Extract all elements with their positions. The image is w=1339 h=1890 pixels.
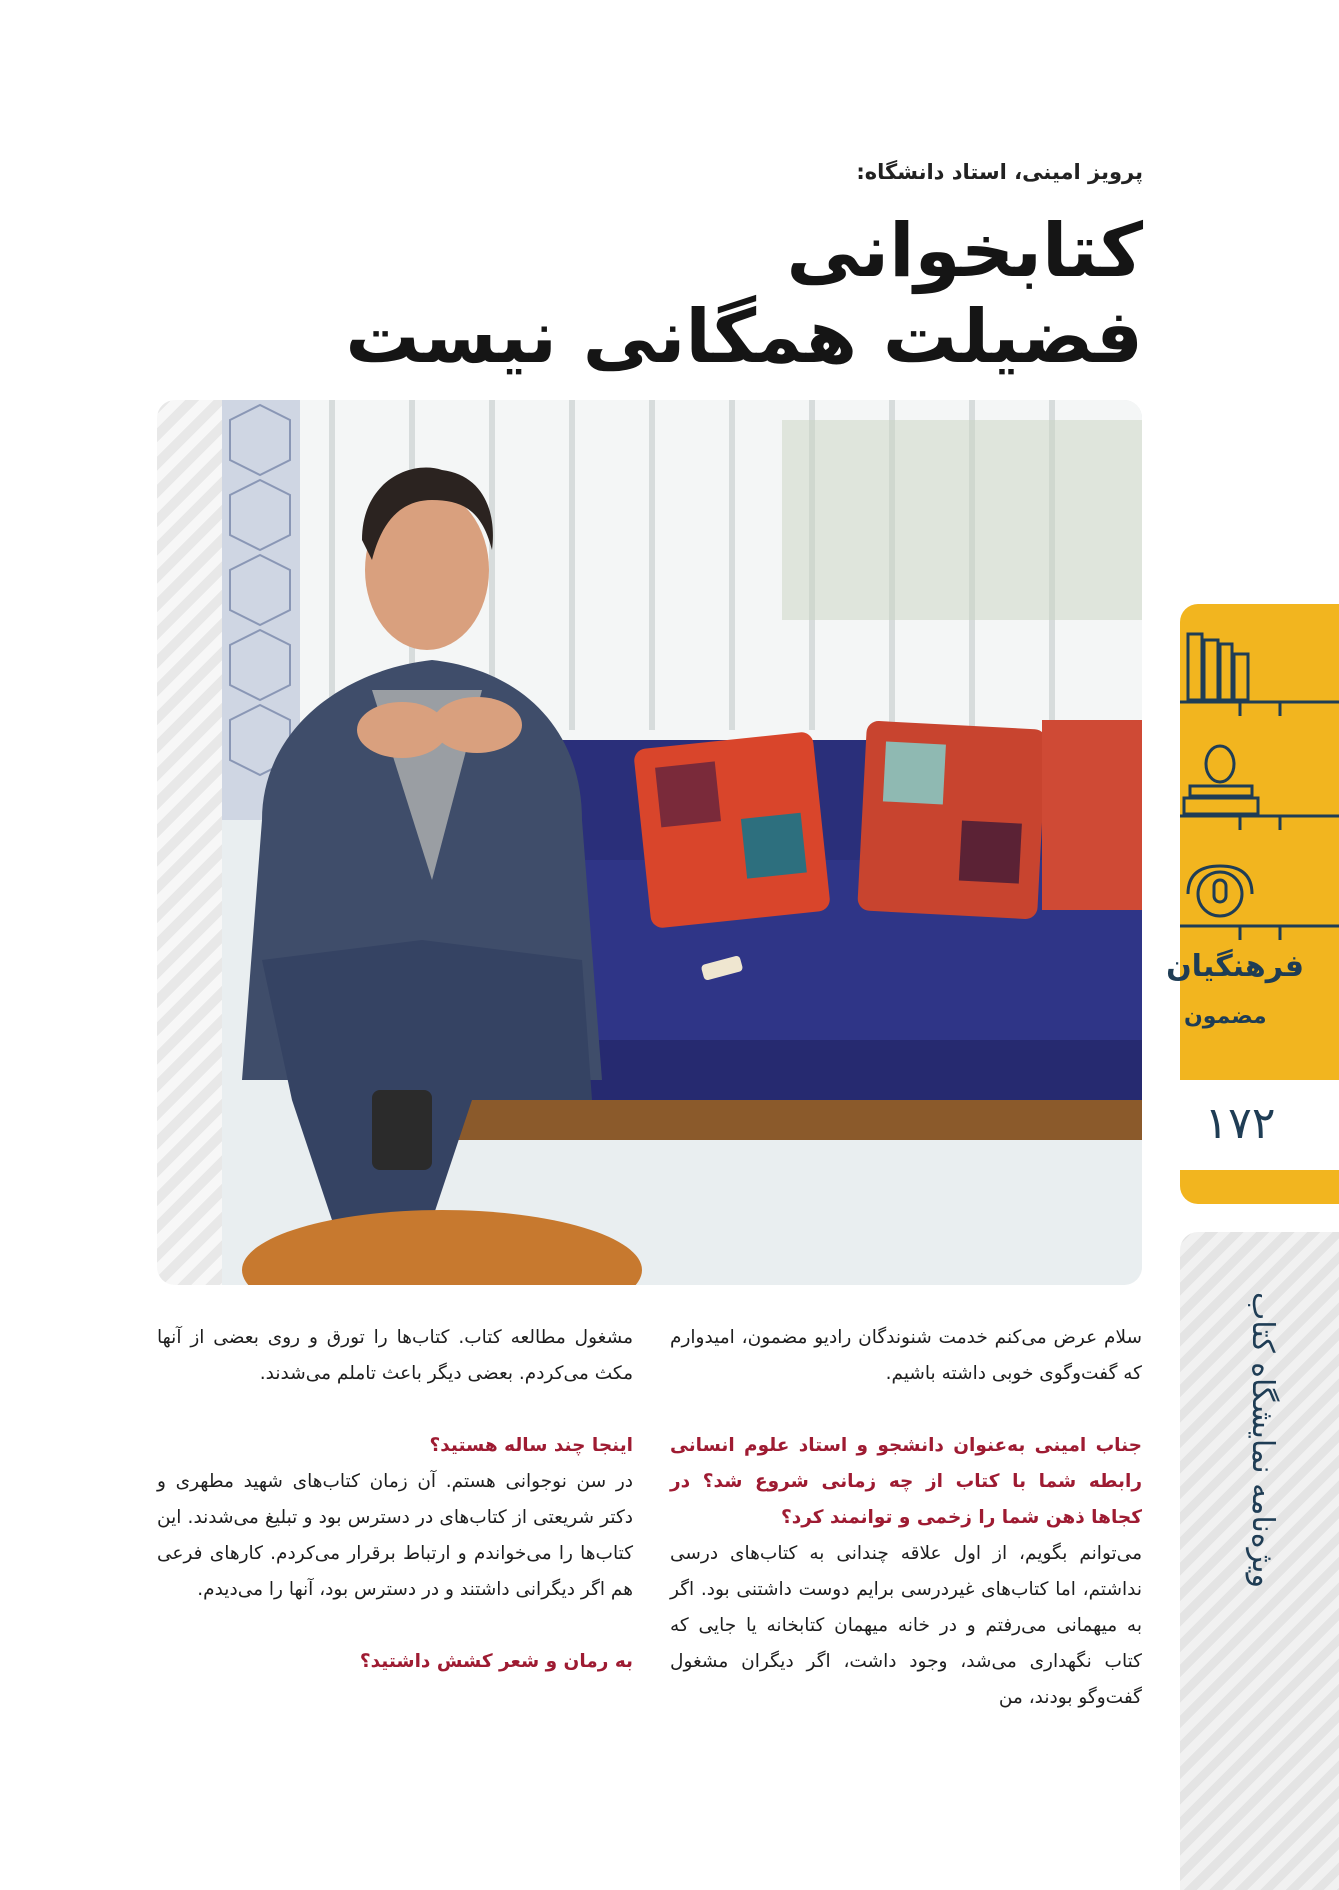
title-line-1: کتابخوانی (786, 208, 1143, 294)
intro-paragraph: سلام عرض می‌کنم خدمت شنوندگان رادیو مضمون، امیدوارم که گفت‌وگوی خوبی داشته باشیم. (670, 1327, 1142, 1384)
article-title (343, 208, 1143, 380)
vertical-title-text: ویژه‌نامه نمایشگاه کتاب (1245, 1292, 1280, 1588)
answer-2: در سن نوجوانی هستم. آن زمان کتاب‌های شهید مطهری و دکتر شریعتی از کتاب‌های در دسترس بود و تبلیغ می‌شدند. این کتاب‌ها را می‌خواندم و ارتباط برقرار می‌کردم. کارهای فرعی هم اگر دیگرانی داشتند و در دسترس بود، آنها را می‌دیدم. (157, 1471, 633, 1600)
question-1: جناب امینی به‌عنوان دانشجو و استاد علوم انسانی رابطه شما با کتاب از چه زمانی شروع شد؟ در کجاها ذهن شما را زخمی و توانمند کرد؟ (670, 1435, 1142, 1528)
interview-photo (222, 400, 1142, 1285)
article-column-right (670, 1320, 1142, 1716)
vertical-section-title (1232, 1250, 1292, 1630)
article-kicker: پرویز امینی، استاد دانشگاه: (856, 160, 1143, 184)
article-column-left (157, 1320, 633, 1680)
answer-1: می‌توانم بگویم، از اول علاقه چندانی به کتاب‌های درسی نداشتم، اما کتاب‌های غیردرسی برایم دوست داشتنی بود. اگر به میهمانی می‌رفتم و در خانه میهمان کتابخانه یا جایی که کتاب نگهداری می‌شد، وجود داشت، اگر دیگران مشغول گفت‌وگو بودند، من (670, 1543, 1142, 1708)
brand-logo-subtext: مضمون (1184, 1004, 1267, 1029)
brand-logo-text: فرهنگیان (1166, 949, 1304, 984)
question-3: به رمان و شعر کشش داشتید؟ (359, 1651, 633, 1672)
title-line-2: فضیلت همگانی نیست (345, 294, 1143, 380)
page-number: ۱۷۲ (1204, 1098, 1276, 1149)
question-2: اینجا چند ساله هستید؟ (429, 1435, 633, 1456)
answer-1-continued: مشغول مطالعه کتاب. کتاب‌ها را تورق و روی بعضی از آنها مکث می‌کردم. بعضی دیگر باعث تاملم می‌شدند. (157, 1327, 633, 1384)
